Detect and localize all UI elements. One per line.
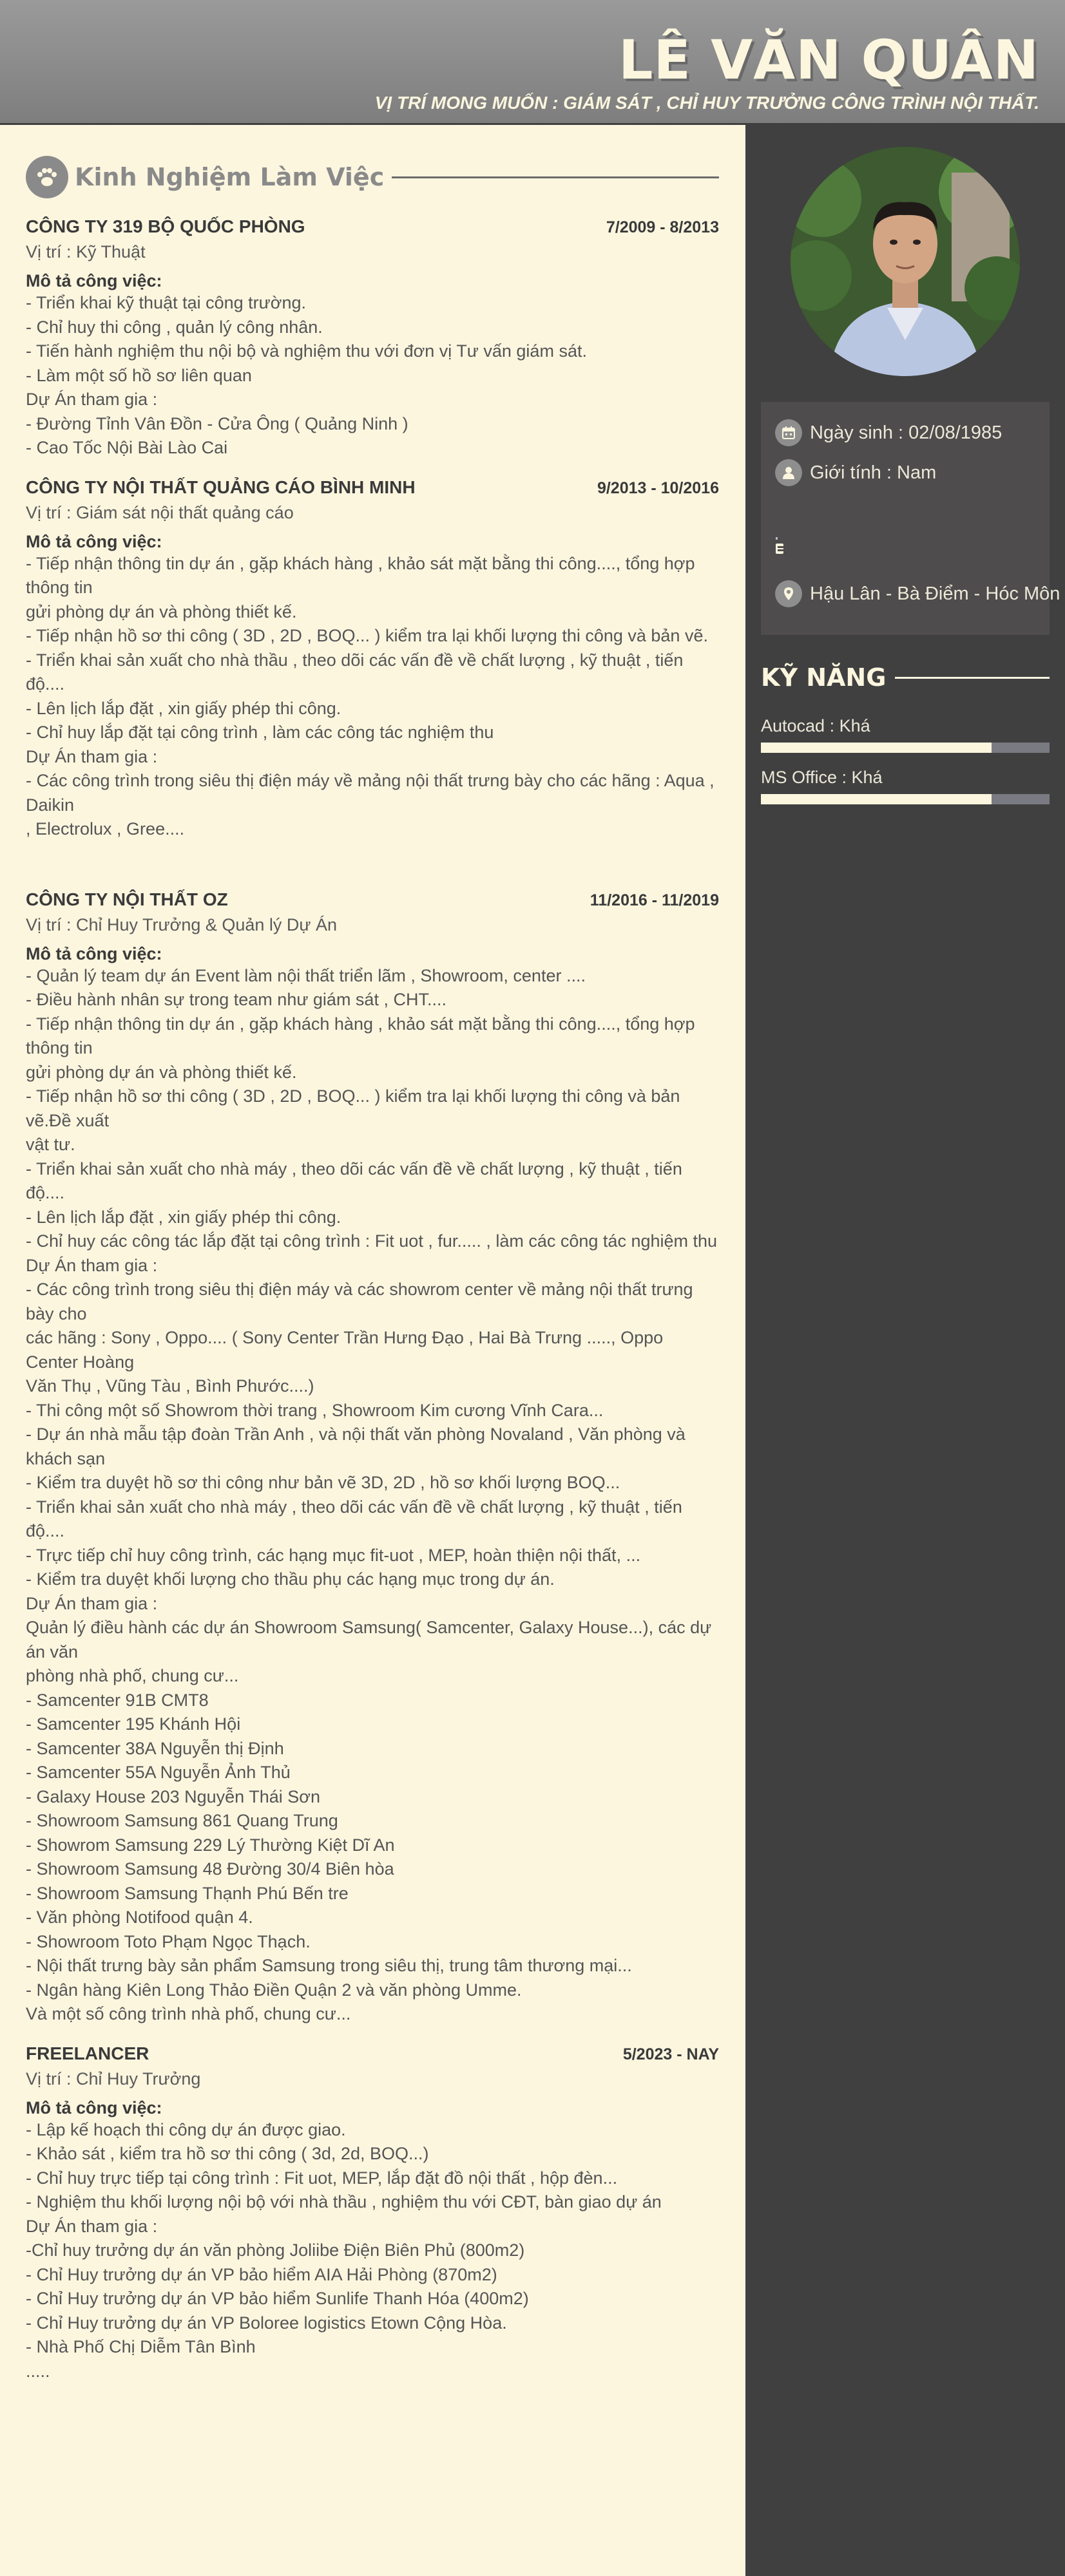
job-description-line: - Nội thất trưng bày sản phẩm Samsung trong siêu thị, trung tâm thương mại...: [26, 1956, 632, 1975]
job-description-line: - Điều hành nhân sự trong team như giám sát , CHT....: [26, 990, 446, 1009]
company-name: FREELANCER: [26, 2043, 149, 2063]
job-description-label: Mô tả công việc:: [26, 271, 162, 290]
job-description-line: , Electrolux , Gree....: [26, 819, 185, 838]
job-description-line: các hãng : Sony , Oppo.... ( Sony Center Trần Hưng Đạo , Hai Bà Trưng ....., Oppo Center Hoàng: [26, 1328, 664, 1372]
birthdate-text: Ngày sinh : 02/08/1985: [810, 422, 1003, 443]
gender-text: Giới tính : Nam: [810, 462, 937, 483]
job-description-line: - Chỉ huy lắp đặt tại công trình , làm các công tác nghiệm thu: [26, 723, 494, 742]
job-entry: [26, 477, 719, 842]
experience-section-title: [26, 155, 719, 200]
job-description-line: - Trực tiếp chỉ huy công trình, các hạng mục fit-uot , MEP, hoàn thiện nội thất, ...: [26, 1545, 641, 1565]
job-description-line: - Nghiệm thu khối lượng nội bộ với nhà thầu , nghiệm thu với CĐT, bàn giao dự án: [26, 2192, 662, 2211]
job-description-line: - Văn phòng Notifood quận 4.: [26, 1908, 253, 1927]
job-description-line: - Samcenter 55A Nguyễn Ảnh Thủ: [26, 1763, 291, 1782]
job-description-line: Dự Án tham gia :: [26, 2216, 158, 2236]
job-description-line: - Đường Tỉnh Vân Đồn - Cửa Ông ( Quảng Ninh ): [26, 413, 408, 433]
job-description-line: - Tiếp nhận hồ sơ thi công ( 3D , 2D , BOQ... ) kiểm tra lại khối lượng thi công và bản vẽ.: [26, 626, 708, 645]
job-header: [26, 2043, 719, 2064]
job-period: 7/2009 - 8/2013: [606, 218, 719, 236]
job-description-label: Mô tả công việc:: [26, 943, 162, 963]
skill-label: Autocad : Khá: [761, 716, 870, 735]
job-description-line: -Chỉ huy trưởng dự án văn phòng Joliibe Điện Biên Phủ (800m2): [26, 2240, 525, 2260]
skill-bar: [761, 743, 1050, 753]
job-header: [26, 477, 719, 498]
job-description-label: Mô tả công việc:: [26, 531, 162, 551]
job-description-line: vật tư.: [26, 1135, 75, 1154]
job-description-line: - Tiếp nhận thông tin dự án , gặp khách hàng , khảo sát mặt bằng thi công...., tổng hợp thông tin: [26, 553, 695, 597]
job-description-line: .....: [26, 2361, 50, 2381]
job-description-line: - Làm một số hồ sơ liên quan: [26, 365, 252, 385]
job-position: Vị trí : Chỉ Huy Trưởng: [26, 2069, 201, 2088]
job-description-line: - Samcenter 195 Khánh Hội: [26, 1714, 241, 1734]
job-list: [26, 216, 719, 2383]
experience-title: Kinh Nghiệm Làm Việc: [75, 163, 385, 191]
job-position: Vị trí : Giám sát nội thất quảng cáo: [26, 502, 294, 522]
job-description-line: Dự Án tham gia :: [26, 1593, 158, 1613]
job-description-line: - Chỉ Huy trưởng dự án VP bảo hiểm AIA Hải Phòng (870m2): [26, 2264, 497, 2284]
job-description-line: - Chỉ Huy trưởng dự án VP bảo hiểm Sunlife Thanh Hóa (400m2): [26, 2289, 529, 2308]
job-period: 5/2023 - NAY: [622, 2045, 719, 2063]
job-entry: [26, 889, 719, 2027]
company-name: CÔNG TY 319 BỘ QUỐC PHÒNG: [26, 216, 305, 236]
job-description-line: - Triển khai sản xuất cho nhà máy , theo dõi các vấn đề về chất lượng , kỹ thuật , tiến độ....: [26, 1497, 682, 1540]
skills-divider: [895, 677, 1050, 679]
job-description-line: Dự Án tham gia :: [26, 390, 158, 409]
job-description-line: Quản lý điều hành các dự án Showroom Samsung( Samcenter, Galaxy House...), các dự án văn: [26, 1618, 712, 1662]
job-description-line: - Lên lịch lắp đặt , xin giấy phép thi công.: [26, 698, 341, 718]
job-description-line: - Tiếp nhận thông tin dự án , gặp khách hàng , khảo sát mặt bằng thi công...., tổng hợp thông tin: [26, 1014, 695, 1057]
company-name: CÔNG TY NỘI THẤT OZ: [26, 889, 228, 909]
job-description-line: Và một số công trình nhà phố, chung cư...: [26, 2004, 351, 2023]
skills-section-title: [761, 663, 1050, 692]
personal-info-box: [761, 402, 1060, 635]
job-period: 9/2013 - 10/2016: [597, 478, 719, 497]
header-banner: [0, 0, 1065, 125]
job-description-line: - Khảo sát , kiểm tra hồ sơ thi công ( 3d, 2d, BOQ...): [26, 2144, 429, 2163]
job-description-line: gửi phòng dự án và phòng thiết kế.: [26, 1062, 297, 1082]
job-description-line: - Các công trình trong siêu thị điện máy và các showrom center về mảng nội thất trưng bày cho: [26, 1280, 693, 1323]
job-description-line: - Ngân hàng Kiên Long Thảo Điền Quận 2 và văn phòng Umme.: [26, 1980, 522, 2000]
job-description-line: - Cao Tốc Nội Bài Lào Cai: [26, 438, 228, 457]
job-description-label: Mô tả công việc:: [26, 2098, 162, 2117]
job-header: [26, 889, 719, 910]
birthdate-row: [775, 419, 1002, 447]
job-description-line: - Chỉ huy trực tiếp tại công trình : Fit uot, MEP, lắp đặt đồ nội thất , hộp đèn...: [26, 2168, 618, 2188]
job-description-line: - Tiến hành nghiệm thu nội bộ và nghiệm thu với đơn vị Tư vấn giám sát.: [26, 341, 587, 361]
skills-title: KỸ NĂNG: [761, 663, 887, 692]
job-description-line: - Dự án nhà mẫu tập đoàn Trần Anh , và nội thất văn phòng Novaland , Văn phòng và khách sạn: [26, 1425, 686, 1468]
sidebar: [745, 125, 1065, 2576]
job-description-line: - Thi công một số Showrom thời trang , Showroom Kim cương Vĩnh Cara...: [26, 1400, 604, 1420]
candidate-name: LÊ VĂN QUÂN: [618, 28, 1039, 91]
avatar: [791, 147, 1020, 376]
skill-ms-office: [761, 768, 1050, 804]
job-description-line: - Các công trình trong siêu thị điện máy về mảng nội thất trưng bày cho các hãng : Aqua , Daikin: [26, 771, 715, 815]
calendar-icon: [775, 419, 802, 446]
job-period: 11/2016 - 11/2019: [590, 891, 719, 909]
job-description-line: - Lập kế hoạch thi công dự án được giao.: [26, 2119, 346, 2139]
email-icon: [775, 536, 784, 562]
skill-bar-fill: [761, 794, 992, 804]
job-description-line: phòng nhà phố, chung cư...: [26, 1666, 239, 1685]
skill-autocad: [761, 716, 1050, 753]
job-description-line: gửi phòng dự án và phòng thiết kế.: [26, 601, 297, 621]
job-entry: [26, 216, 719, 460]
job-description-line: - Nhà Phố Chị Diễm Tân Bình: [26, 2337, 256, 2356]
company-name: CÔNG TY NỘI THẤT QUẢNG CÁO BÌNH MINH: [26, 477, 416, 497]
section-divider: [392, 176, 719, 178]
address-text: Hậu Lân - Bà Điểm - Hóc Môn: [810, 583, 1060, 604]
job-description-line: - Chỉ huy các công tác lắp đặt tại công trình : Fit uot , fur..... , làm các công tác nghiệm thu: [26, 1231, 718, 1251]
skill-bar: [761, 794, 1050, 804]
job-position: Vị trí : Kỹ Thuật: [26, 242, 146, 261]
job-description-line: - Quản lý team dự án Event làm nội thất triển lãm , Showroom, center ....: [26, 965, 586, 985]
job-description-line: - Triển khai sản xuất cho nhà máy , theo dõi các vấn đề về chất lượng , kỹ thuật , tiến độ....: [26, 1159, 682, 1202]
job-header: [26, 216, 719, 237]
location-icon: [775, 580, 802, 607]
main-content: [26, 155, 719, 2383]
user-icon: [775, 459, 802, 486]
job-entry: [26, 2043, 719, 2384]
desired-position: VỊ TRÍ MONG MUỐN : GIÁM SÁT , CHỈ HUY TRƯỞNG CÔNG TRÌNH NỘI THẤT.: [374, 93, 1039, 113]
job-description-line: - Samcenter 38A Nguyễn thị Định: [26, 1738, 284, 1758]
skill-bar-fill: [761, 743, 992, 753]
job-description-line: - Lên lịch lắp đặt , xin giấy phép thi công.: [26, 1207, 341, 1227]
job-description-line: - Chỉ Huy trưởng dự án VP Boloree logistics Etown Cộng Hòa.: [26, 2313, 507, 2333]
job-description-line: - Showroom Samsung Thạnh Phú Bến tre: [26, 1883, 349, 1903]
job-description-line: - Showroom Samsung 861 Quang Trung: [26, 1811, 338, 1830]
job-description-line: Văn Thụ , Vũng Tàu , Bình Phước....): [26, 1376, 314, 1396]
job-description-line: Dự Án tham gia :: [26, 746, 158, 766]
job-description-line: - Triển khai kỹ thuật tại công trường.: [26, 293, 306, 312]
job-description-line: - Kiểm tra duyệt hồ sơ thi công như bản vẽ 3D, 2D , hồ sơ khối lượng BOQ...: [26, 1473, 620, 1492]
job-description-line: - Chỉ huy thi công , quản lý công nhân.: [26, 317, 323, 337]
job-description-line: - Kiểm tra duyệt khối lượng cho thầu phụ các hạng mục trong dự án.: [26, 1569, 555, 1589]
skill-label: MS Office : Khá: [761, 768, 883, 787]
job-description-line: - Triển khai sản xuất cho nhà thầu , theo dõi các vấn đề về chất lượng , kỹ thuật , tiến độ....: [26, 650, 684, 694]
job-description-line: - Galaxy House 203 Nguyễn Thái Sơn: [26, 1786, 320, 1806]
job-description-line: - Showrom Samsung 229 Lý Thường Kiệt Dĩ An: [26, 1835, 395, 1855]
job-description-line: - Samcenter 91B CMT8: [26, 1690, 209, 1710]
job-description-line: Dự Án tham gia :: [26, 1255, 158, 1275]
gender-row: [775, 459, 936, 487]
job-position: Vị trí : Chỉ Huy Trưởng & Quản lý Dự Án: [26, 914, 338, 934]
email-row: [775, 535, 792, 563]
address-row: [775, 580, 1060, 608]
job-description-line: - Showroom Toto Phạm Ngọc Thạch.: [26, 1931, 311, 1951]
paw-icon: [26, 156, 68, 198]
job-description-line: - Showroom Samsung 48 Đường 30/4 Biên hòa: [26, 1859, 394, 1879]
job-description-line: - Tiếp nhận hồ sơ thi công ( 3D , 2D , BOQ... ) kiểm tra lại khối lượng thi công và bản vẽ.Đề xuất: [26, 1086, 680, 1130]
